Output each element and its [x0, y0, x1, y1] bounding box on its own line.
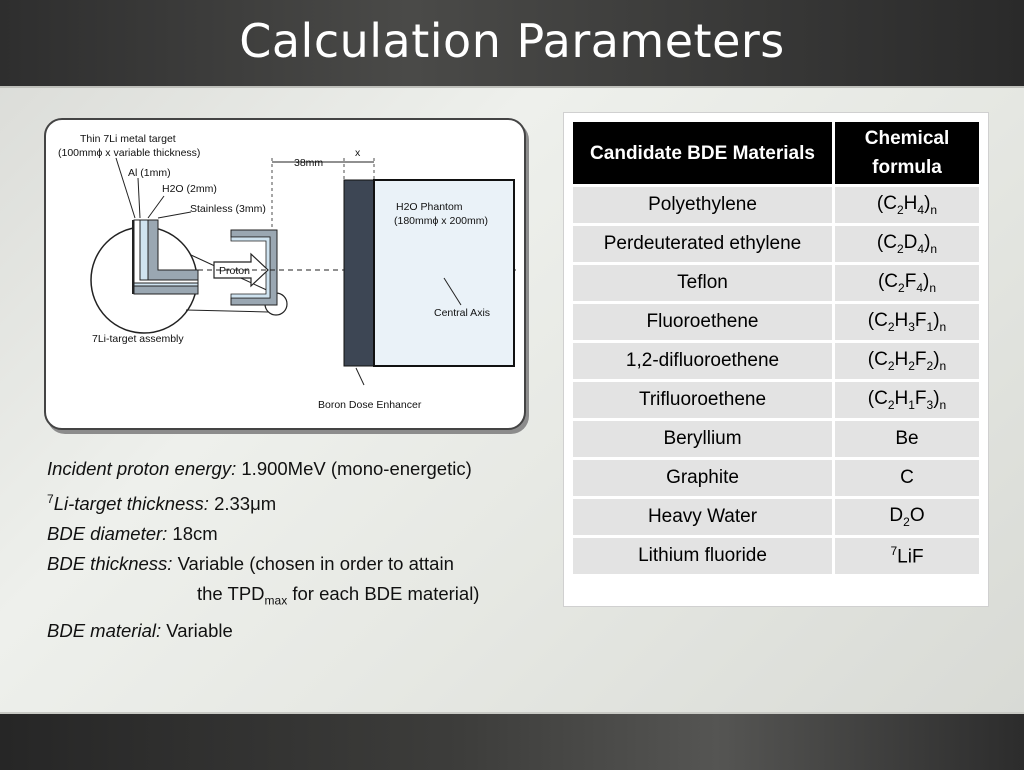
material-cell: Polyethylene [573, 187, 832, 223]
material-value: Variable [161, 619, 233, 641]
stainless-label: Stainless (3mm) [190, 203, 266, 215]
thickness-x-label: x [355, 147, 361, 159]
footer-bar [0, 712, 1024, 770]
assembly-label: 7Li-target assembly [92, 333, 184, 345]
target-label-2: (100mmϕ x variable thickness) [58, 147, 201, 159]
formula-cell: Be [835, 421, 979, 457]
formula-cell: $^7$LiF [835, 538, 979, 574]
diameter-value: 18cm [167, 523, 218, 545]
material-cell: Graphite [573, 460, 832, 496]
formula-cell: $(C_2F_4)_n$ [835, 265, 979, 301]
formula-cell: $(C_2H_4)_n$ [835, 187, 979, 223]
bde-thickness-line [47, 549, 547, 579]
table-row [573, 421, 979, 457]
formula-cell: $D_2O$ [835, 499, 979, 535]
bde-thickness-value: Variable (chosen in order to attain [172, 553, 454, 575]
table-row [573, 265, 979, 301]
header-formula: Chemical formula [835, 122, 979, 184]
material-cell: Teflon [573, 265, 832, 301]
table-row [573, 187, 979, 223]
phantom-label-2: (180mmϕ x 200mm) [394, 215, 488, 227]
al-label: Al (1mm) [128, 167, 171, 179]
al-leader [138, 178, 140, 218]
table-row [573, 538, 979, 574]
proton-label: Proton [219, 265, 250, 277]
stainless-leader [158, 212, 191, 218]
diameter-label: BDE diameter: [47, 523, 168, 545]
li-value: 2.33μm [208, 493, 277, 515]
table-row [573, 499, 979, 535]
target-label-1: Thin 7Li metal target [80, 133, 176, 145]
formula-cell: $(C_2H_2F_2)_n$ [835, 343, 979, 379]
phantom-label-1: H2O Phantom [396, 201, 463, 213]
formula-cell: $(C_2H_3F_1)_n$ [835, 304, 979, 340]
table-row [573, 460, 979, 496]
table-body [573, 187, 979, 574]
bde-thickness-label: BDE thickness: [47, 553, 173, 575]
tpd-subscript: max [264, 593, 288, 608]
diameter-line [47, 519, 547, 549]
bde-label: Boron Dose Enhancer [318, 399, 422, 411]
material-cell: 1,2-difluoroethene [573, 343, 832, 379]
li-superscript: 7 [47, 492, 54, 506]
energy-label: Incident proton energy: [47, 458, 237, 479]
energy-line [47, 454, 547, 484]
material-cell: Heavy Water [573, 499, 832, 535]
material-cell: Trifluoroethene [573, 382, 832, 418]
geometry-figure [44, 118, 526, 430]
material-cell: Fluoroethene [573, 304, 832, 340]
bde-thickness-line-2 [47, 579, 547, 616]
material-cell: Beryllium [573, 421, 832, 457]
energy-value: 1.900MeV (mono-energetic) [236, 458, 472, 479]
material-label: BDE material: [47, 619, 162, 641]
central-axis-label: Central Axis [434, 307, 491, 319]
table-row [573, 382, 979, 418]
bde-slab [344, 180, 374, 366]
title-bar [0, 0, 1024, 88]
thickness-line [47, 484, 547, 519]
h2o-leader [148, 196, 164, 218]
h2o-label: H2O (2mm) [162, 183, 217, 195]
tpd-text-rest: for each BDE material) [287, 583, 480, 605]
formula-cell: C [835, 460, 979, 496]
table-row [573, 226, 979, 262]
bde-table-container [564, 113, 988, 606]
material-line [47, 616, 547, 646]
bde-materials-table [570, 119, 982, 577]
header-materials: Candidate BDE Materials [573, 122, 832, 184]
material-cell: Lithium fluoride [573, 538, 832, 574]
distance-label: 38mm [294, 157, 324, 169]
material-cell: Perdeuterated ethylene [573, 226, 832, 262]
tpd-text: the TPD [197, 583, 265, 605]
table-row [573, 343, 979, 379]
formula-cell: $(C_2H_1F_3)_n$ [835, 382, 979, 418]
li-label: Li-target thickness: [53, 493, 209, 515]
formula-cell: $(C_2D_4)_n$ [835, 226, 979, 262]
geometry-diagram [46, 120, 524, 428]
table-header-row [573, 122, 979, 184]
page-title: Calculation Parameters [239, 14, 785, 68]
calculation-parameters [47, 454, 547, 646]
table-row [573, 304, 979, 340]
